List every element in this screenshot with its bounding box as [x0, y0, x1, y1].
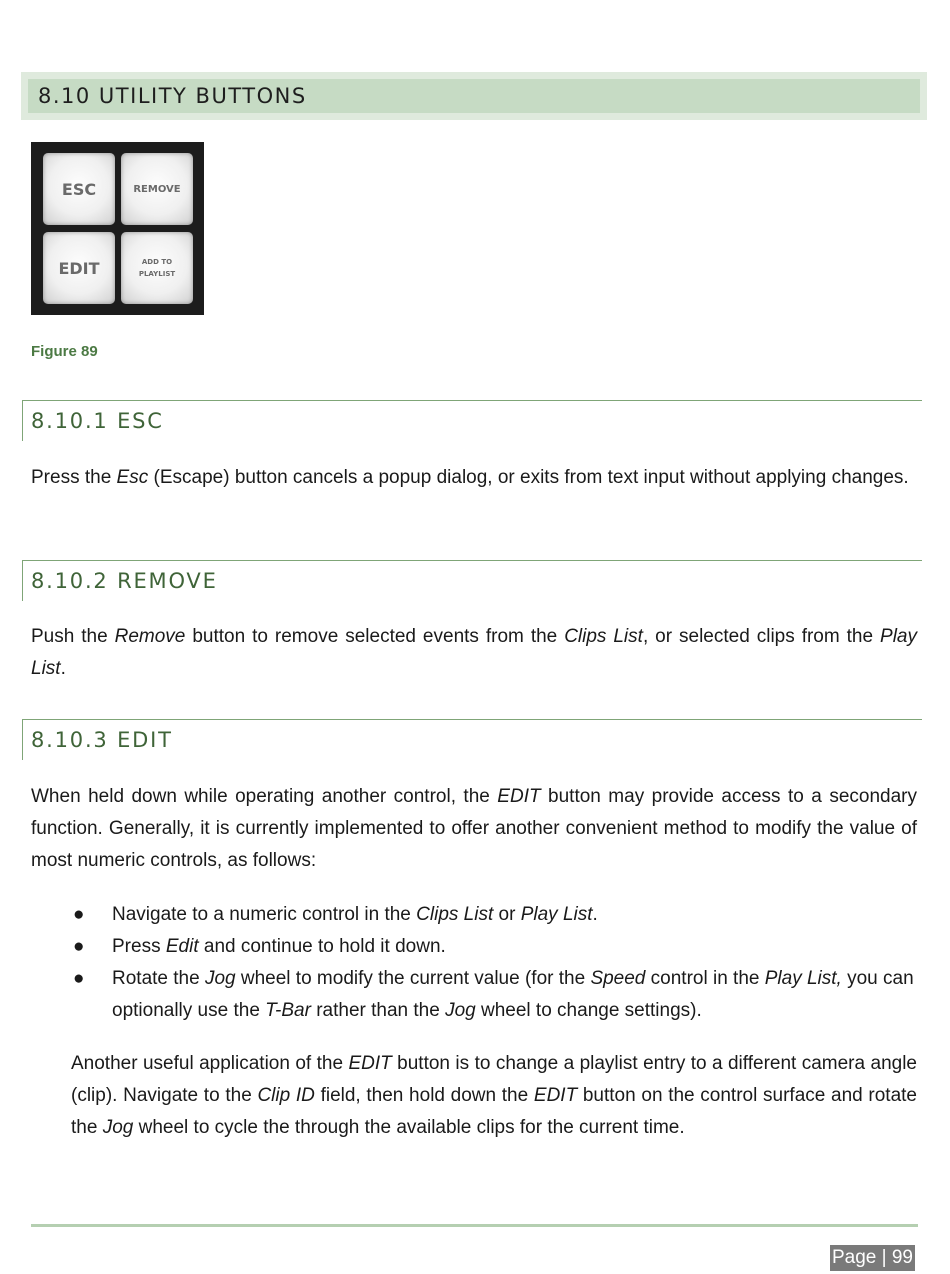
text-run: you can optionally use the	[112, 968, 914, 1021]
subsection-title-edit: 8.10.3 EDIT	[31, 728, 173, 752]
text-run: Another useful application of the	[71, 1053, 349, 1074]
text-italic: Jog	[102, 1117, 134, 1138]
text-italic: Play List	[520, 904, 593, 925]
text-run: or	[493, 904, 521, 925]
subsection-heading-remove	[22, 560, 922, 601]
paragraph-edit-2	[71, 1048, 917, 1144]
text-run: wheel to cycle the through the available clips for the current time.	[133, 1117, 685, 1138]
text-run: field, then hold down the	[314, 1085, 534, 1106]
subsection-title-esc: 8.10.1 ESC	[31, 409, 164, 433]
text-run: control in the	[645, 968, 765, 989]
figure-caption: Figure 89	[31, 343, 98, 360]
text-italic: Jog	[445, 1000, 476, 1021]
text-italic: Clip ID	[257, 1085, 315, 1106]
remove-key: REMOVE	[121, 153, 193, 225]
section-header	[21, 72, 927, 120]
paragraph-remove	[31, 621, 917, 685]
text-italic: EDIT	[497, 786, 541, 807]
utility-buttons-image	[31, 142, 204, 315]
text-run: rather than the	[310, 1000, 446, 1021]
text-run: Press the	[31, 467, 117, 488]
text-run: Navigate to a numeric control in the	[112, 904, 417, 925]
text-italic: Play List	[31, 626, 917, 679]
text-italic: Speed	[590, 968, 646, 989]
list-item	[31, 963, 917, 1027]
add-to-playlist-key	[121, 232, 193, 304]
bullet-icon: ●	[73, 904, 85, 925]
text-run: wheel to modify the current value (for the	[235, 968, 591, 989]
text-run: and continue to hold it down.	[198, 936, 446, 957]
paragraph-esc	[31, 462, 917, 494]
text-italic: Clips List	[416, 904, 494, 925]
subsection-heading-esc	[22, 400, 922, 441]
text-run: button on the control surface and rotate the	[71, 1085, 917, 1138]
text-italic: T-Bar	[265, 1000, 311, 1021]
footer-divider	[31, 1224, 918, 1227]
list-item	[31, 931, 917, 963]
paragraph-edit	[31, 781, 917, 877]
text-italic: Edit	[165, 936, 199, 957]
edit-key: EDIT	[43, 232, 115, 304]
text-run: Push the	[31, 626, 115, 647]
add-to-playlist-key-line1: ADD TO	[141, 258, 173, 266]
text-run: .	[592, 904, 598, 925]
text-italic: EDIT	[533, 1085, 578, 1106]
page-number: Page | 99	[830, 1245, 915, 1271]
bullet-icon: ●	[73, 968, 85, 989]
section-header-band	[28, 79, 920, 113]
subsection-title-remove: 8.10.2 REMOVE	[31, 569, 218, 593]
section-title: 8.10 UTILITY BUTTONS	[38, 84, 307, 108]
bullet-list	[31, 899, 917, 1027]
text-run: wheel to change settings).	[475, 1000, 702, 1021]
text-run: button may provide access to a secondary function. Generally, it is currently implemented to offer another convenient method to modify the value of most numeric controls, as follows:	[31, 786, 917, 871]
text-italic: EDIT	[348, 1053, 392, 1074]
esc-key: ESC	[43, 153, 115, 225]
text-run: Rotate the	[112, 968, 205, 989]
text-italic: Play List,	[764, 968, 842, 989]
text-italic: Esc	[116, 467, 149, 488]
text-run: button is to change a playlist entry to a different camera angle (clip). Navigate to the	[71, 1053, 917, 1106]
text-run: button to remove selected events from the	[185, 626, 565, 647]
text-run: Press	[112, 936, 166, 957]
text-run: , or selected clips from the	[642, 626, 881, 647]
text-run: When held down while operating another control, the	[31, 786, 498, 807]
text-italic: Remove	[114, 626, 186, 647]
text-run: .	[60, 658, 66, 679]
bullet-icon: ●	[73, 936, 85, 957]
list-item	[31, 899, 917, 931]
text-italic: Jog	[204, 968, 236, 989]
subsection-heading-edit	[22, 719, 922, 760]
add-to-playlist-key-line2: PLAYLIST	[138, 270, 176, 278]
text-italic: Clips List	[564, 626, 643, 647]
text-run: (Escape) button cancels a popup dialog, or exits from text input without applying changes.	[148, 467, 909, 488]
